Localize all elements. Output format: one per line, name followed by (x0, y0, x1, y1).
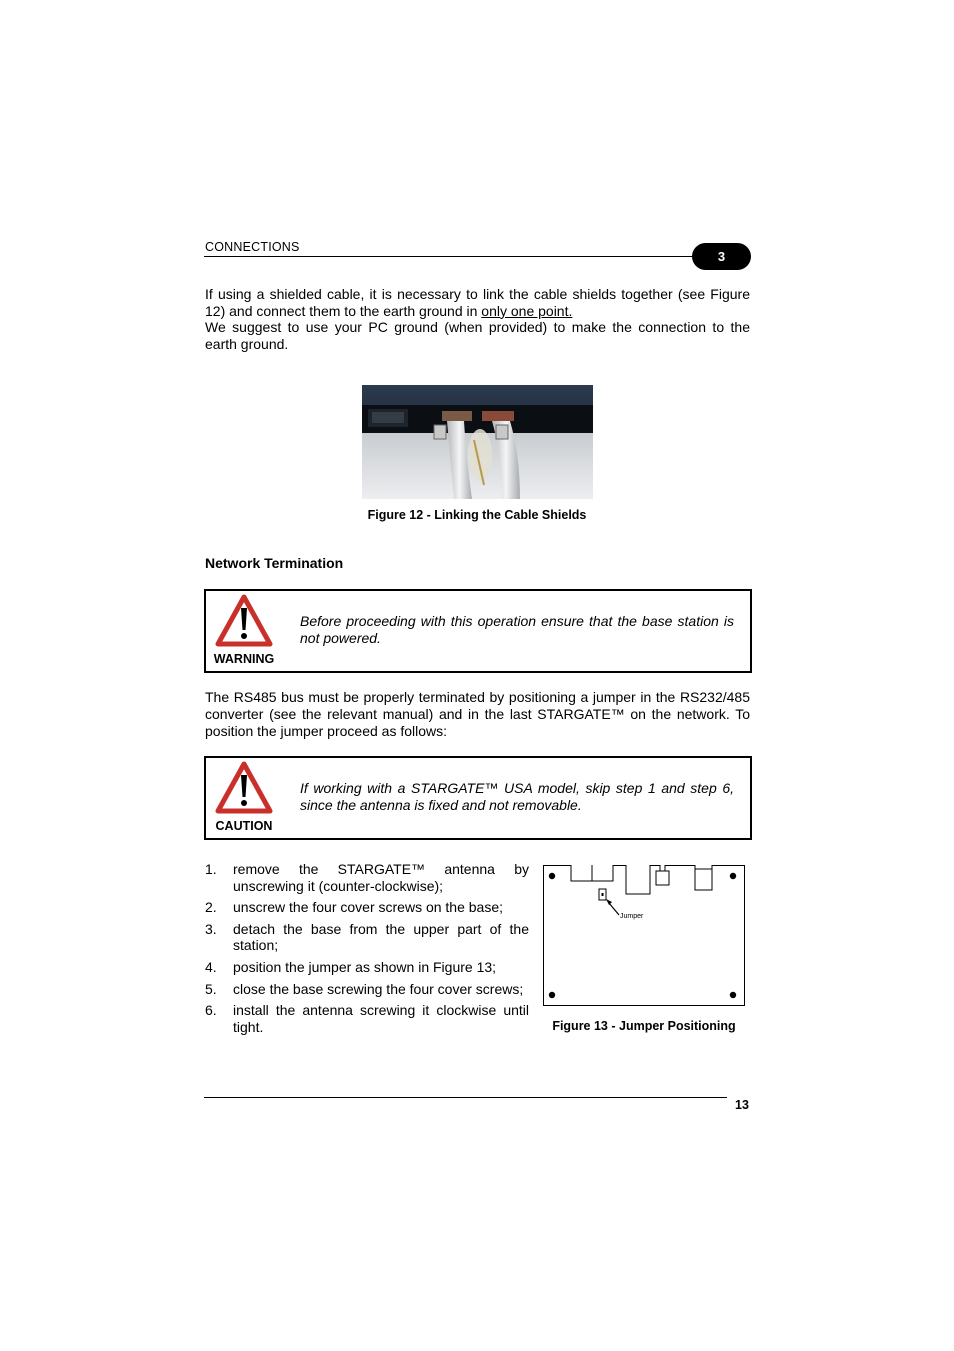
list-item: 1. remove the STARGATE™ antenna by unscrewing it (counter-clockwise); (205, 861, 529, 894)
caution-text: If working with a STARGATE™ USA model, skip step 1 and step 6, since the antenna is fixed and not removable. (300, 780, 734, 813)
caution-label: CAUTION (215, 819, 273, 833)
section-header: CONNECTIONS (205, 240, 300, 254)
warning-box (204, 589, 752, 673)
warning-triangle-icon (215, 594, 273, 648)
chapter-badge: 3 (692, 243, 751, 270)
figure-13-caption: Figure 13 - Jumper Positioning (552, 1019, 736, 1033)
intro-paragraph-2: We suggest to use your PC ground (when provided) to make the connection to the earth ground. (205, 319, 750, 352)
intro-paragraph (205, 286, 750, 320)
caution-box (204, 756, 752, 840)
rs485-paragraph: The RS485 bus must be properly terminated by positioning a jumper in the RS232/485 converter (see the relevant manual) and in the last STARGATE™ on the network. To position the jumper proceed as follows: (205, 689, 750, 739)
intro-underlined-text: only one point. (481, 302, 573, 319)
intro-text: If using a shielded cable, it is necessary to link the cable shields together (see Figure 12) and connect them to the earth ground in (205, 286, 750, 319)
jumper-diagram (543, 865, 745, 1006)
section-title: Network Termination (205, 555, 344, 571)
list-item: 3. detach the base from the upper part of the station; (205, 920, 529, 954)
list-item: 2. unscrew the four cover screws on the base; (205, 899, 504, 916)
jumper-label: Jumper (620, 913, 644, 920)
list-item: 5. close the base screwing the four cover screws; (205, 980, 524, 997)
warning-label: WARNING (213, 652, 275, 666)
list-item: 4. position the jumper as shown in Figure 13; (205, 958, 497, 975)
header-rule (204, 256, 714, 257)
warning-text: Before proceeding with this operation ensure that the base station is not powered. (300, 613, 734, 646)
figure-12-caption: Figure 12 - Linking the Cable Shields (367, 508, 587, 522)
steps-list (205, 861, 529, 1040)
cable-shields-photo (362, 385, 593, 499)
list-item: 6. install the antenna screwing it clockwise until tight. (205, 1002, 529, 1035)
page-number: 13 (735, 1098, 749, 1112)
footer-rule (204, 1097, 727, 1098)
warning-triangle-icon (215, 761, 273, 815)
